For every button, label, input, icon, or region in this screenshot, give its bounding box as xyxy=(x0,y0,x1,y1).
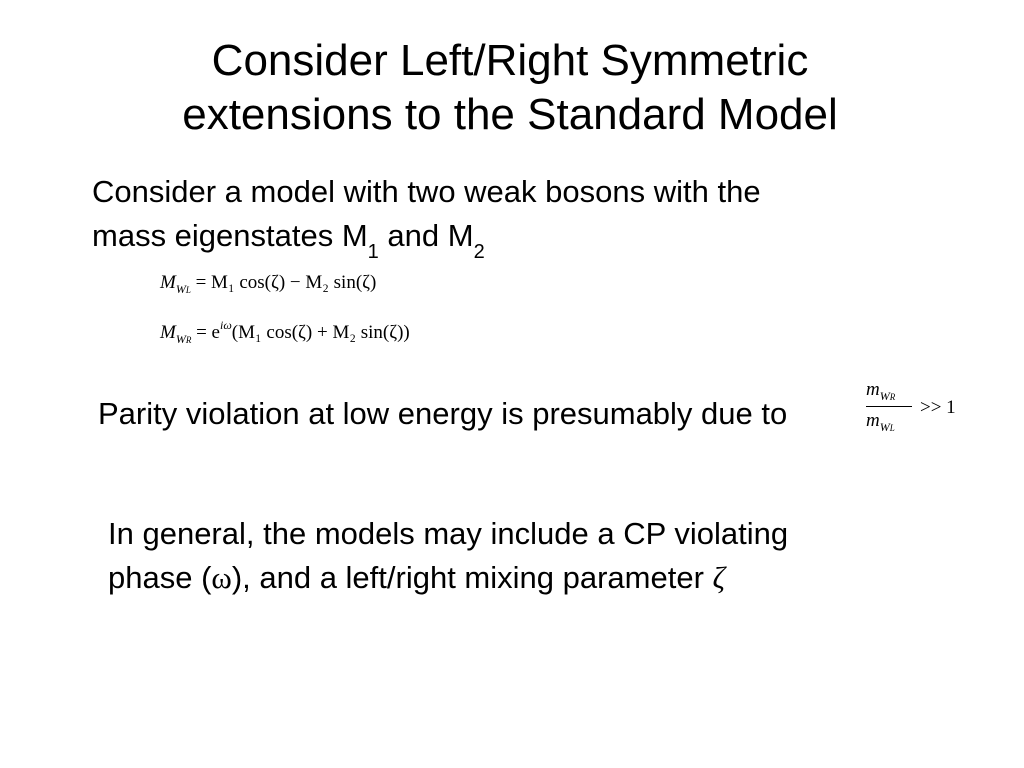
subscript-1: 1 xyxy=(367,241,379,263)
slide-title xyxy=(100,34,920,142)
fraction-bar xyxy=(866,406,912,407)
mass-ratio-fraction xyxy=(866,379,956,434)
eq1-lhs-sub: WL xyxy=(175,282,191,296)
title-line-2: extensions to the Standard Model xyxy=(182,90,838,139)
eq2-lhs-m: M xyxy=(160,322,176,343)
zeta-symbol: ζ xyxy=(712,560,726,595)
equation-mwl xyxy=(160,272,376,294)
ratio-denominator: $m_{WL}$ xyxy=(866,410,895,434)
para3-text-1: In general, the models may include a CP violating phase ( xyxy=(108,516,789,595)
equation-mwr xyxy=(160,318,410,346)
para3-text-2: ), and a left/right mixing parameter xyxy=(231,560,713,595)
ratio-relation: >> 1 xyxy=(920,397,956,418)
eq1-rhs: = M₁ cos(ζ) − M₂ sin(ζ) xyxy=(195,272,377,293)
eq1-lhs-m: M xyxy=(160,272,176,293)
eq2-lhs-sub: WR xyxy=(175,332,192,346)
omega-symbol: ω xyxy=(211,560,232,595)
eq2-rhs-sup: iω xyxy=(219,318,232,332)
ratio-numerator: $m_{WR}$ xyxy=(866,379,896,403)
eq2-rhs-pre: = e xyxy=(196,322,220,343)
title-line-1: Consider Left/Right Symmetric xyxy=(211,36,809,85)
paragraph-model-and: and M xyxy=(378,218,474,253)
paragraph-model xyxy=(92,170,782,262)
eq2-rhs-post: (M₁ cos(ζ) + M₂ sin(ζ)) xyxy=(231,322,410,343)
paragraph-parity: Parity violation at low energy is presumably due to xyxy=(98,396,788,431)
paragraph-model-text: Consider a model with two weak bosons with the mass eigenstates M xyxy=(92,174,761,253)
subscript-2: 2 xyxy=(473,241,485,263)
paragraph-cp-phase xyxy=(108,512,868,600)
